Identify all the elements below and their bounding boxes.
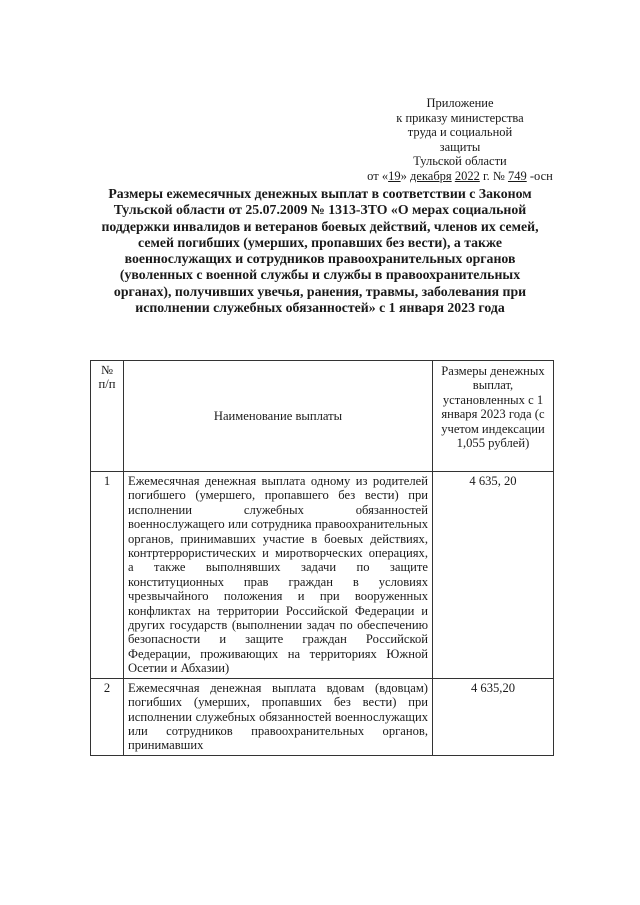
- row-amount: 4 635, 20: [433, 472, 554, 679]
- row-name: Ежемесячная денежная выплата вдовам (вдовцам) погибших (умерших, пропавших без вести) при исполнении служебных обязанностей военнослужащих или сотрудников правоохранительных органов, принимавших: [124, 678, 433, 755]
- order-number: 749: [507, 168, 527, 183]
- order-month: декабря: [409, 168, 452, 183]
- table-row: [91, 678, 554, 755]
- order-year: 2022: [454, 168, 480, 183]
- appendix-block: [330, 96, 590, 184]
- order-day: 19: [388, 168, 401, 183]
- table-header-row: [91, 361, 554, 472]
- header-amount: Размеры денежных выплат, установленных с 1 января 2023 года (с учетом индексации 1,055 рублей): [433, 361, 554, 472]
- appendix-line: Приложение: [426, 96, 494, 110]
- header-num: № п/п: [91, 361, 124, 472]
- payments-table: [90, 360, 554, 756]
- appendix-line: труда и социальной: [407, 125, 513, 140]
- header-name: Наименование выплаты: [124, 361, 433, 472]
- appendix-line: к приказу министерства: [396, 110, 524, 125]
- row-amount: 4 635,20: [433, 678, 554, 755]
- row-name: Ежемесячная денежная выплата одному из родителей погибшего (умершего, пропавшего без вести) при исполнении служебных обязанностей военнослужащего или сотрудника правоохранительных органов, принимавших участие в боевых действиях, контртеррористических и миротворческих операциях, а также выполнявших задачи по защите конституционных прав граждан в условиях чрезвычайного положения и при вооруженных конфликтах на территории Российской Федерации и других государств (выполнении задач по обеспечению безопасности и защите граждан Российской Федерации, проживающих на территориях Южной Осетии и Абхазии): [124, 472, 433, 679]
- appendix-line: защиты: [439, 139, 481, 154]
- table-row: [91, 472, 554, 679]
- appendix-line: Тульской области: [413, 154, 507, 169]
- row-num: 2: [91, 678, 124, 755]
- row-num: 1: [91, 472, 124, 679]
- order-date-line: от «19» декабря 2022 г. № 749 -осн: [367, 168, 553, 183]
- document-title: Размеры ежемесячных денежных выплат в соответствии с Законом Тульской области от 25.07.2009 № 1313-ЗТО «О мерах социальной поддержки инвалидов и ветеранов боевых действий, членов их семей, семей погибших (умерших, пропавших без вести), а также военнослужащих и сотрудников правоохранительных органов (уволенных с военной службы и службы в правоохранительных органах), получивших увечья, ранения, травмы, заболевания при исполнении служебных обязанностей» с 1 января 2023 года: [101, 186, 539, 316]
